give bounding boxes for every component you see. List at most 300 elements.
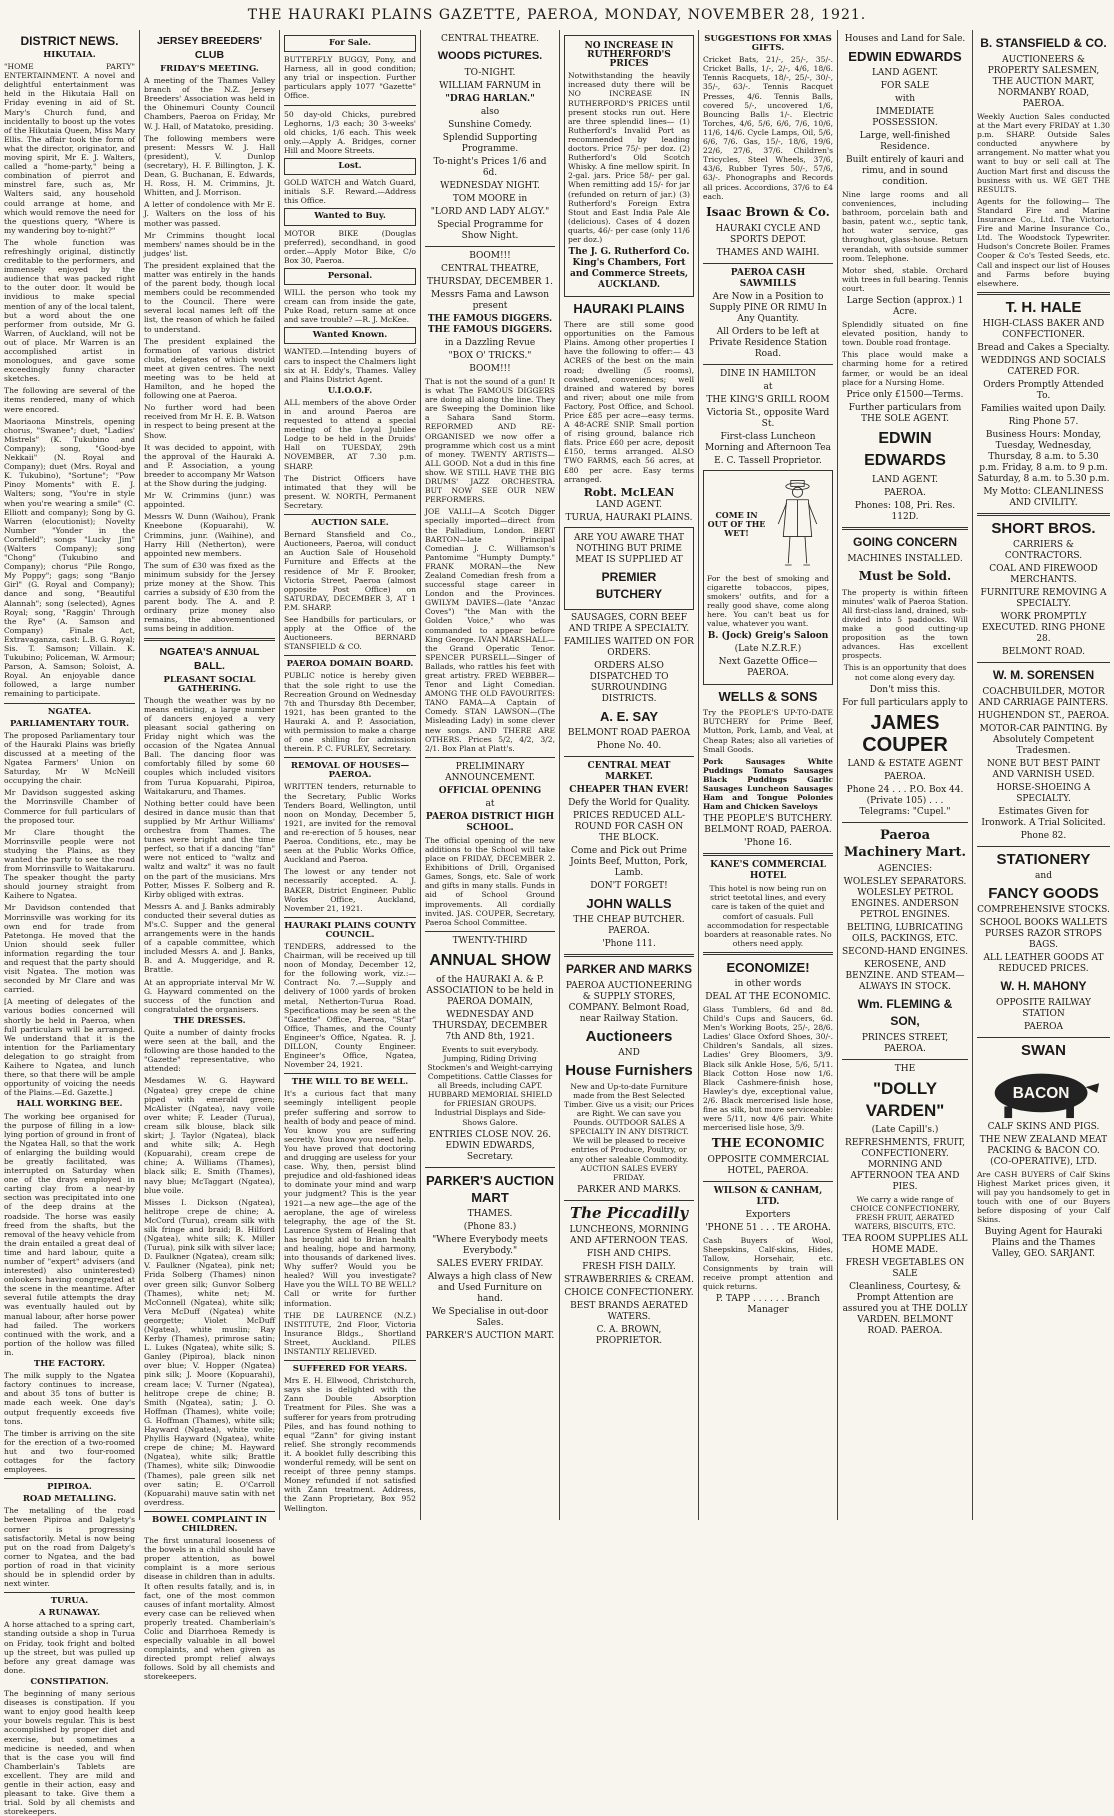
ad-line: WILLIAM FARNUM in xyxy=(439,81,541,91)
divider xyxy=(144,638,275,641)
divider xyxy=(284,757,416,758)
ad-line: AND xyxy=(618,1047,640,1058)
ad-line: E. C. Tassell Proprietor. xyxy=(714,455,822,466)
ad-heading: PREMIER BUTCHERY xyxy=(595,569,663,601)
divider xyxy=(144,1511,275,1512)
ad-line: also xyxy=(480,107,500,117)
article-text: The whole function was refreshingly original, distinctly creditable to the performers, and immensely enjoyed by the audience that was packed right to the outer door. It would be invidious to make special mention of any of the local talent, but a word about the one performer from outside, Mr G. Warren, of Auckland, will not be out of place. Mr Warren is an accomplished artist in monologues, and gave some exceedingly funny character sketches. xyxy=(4,237,135,384)
ad-line: Victoria St., opposite Ward St. xyxy=(706,407,830,429)
ad-line: Phone 24 . . . P.O. Box 44. (Private 105) . . . Telegrams: "Cupel." xyxy=(846,784,964,817)
ad-line: NONE BUT BEST PAINT AND VARNISH USED. xyxy=(987,758,1100,780)
ad-line: AGENCIES: xyxy=(877,863,933,874)
ad-line: DINE IN HAMILTON xyxy=(720,368,816,379)
ad-line: BEST BRANDS AERATED WATERS. xyxy=(570,1300,688,1322)
article-text: Quite a number of dainty frocks were seen at the ball, and the following are those handed to the "Gazette" representative, who attended: xyxy=(144,1028,275,1074)
subhead: BOWEL COMPLAINT IN CHILDREN. xyxy=(151,1514,268,1534)
divider xyxy=(842,527,968,530)
article-text: The sum of £30 was fixed as the minimum subsidy for the Jersey prize money at the Show. This carries a subsidy of £30 from the parent body. The A. and P. ordinary prize money also remains, the abovementioned sums being in addition. xyxy=(144,560,275,634)
ad-heading: FANCY GOODS xyxy=(988,884,1099,902)
divider xyxy=(703,263,833,264)
section-header: Personal. xyxy=(284,268,416,285)
ad-line: To-night's Prices 1/6 and 6d. xyxy=(433,157,547,178)
article-text: It was decided to appoint, with the approval of the Hauraki A. and P. Association, a young breeder to accompany Mr Watson at the Show during the judging. xyxy=(144,442,275,489)
ad-text: Cash Buyers of Wool, Sheepskins, Calf-skins, Hides, Tallow, Horsehair, etc. Consignments by train will receive prompt attention and quick returns. xyxy=(703,1236,833,1291)
ad-line: of the HAURAKI A. & P. ASSOCIATION to be held in PAEROA DOMAIN, xyxy=(426,974,554,1007)
ad-line: ARE YOU AWARE THAT NOTHING BUT PRIME MEAT IS SUPPLIED AT xyxy=(574,532,684,565)
subhead: PLEASANT SOCIAL GATHERING. xyxy=(163,674,256,694)
ad-line: BOOM!!! xyxy=(469,364,511,374)
ad-line: BELMONT ROAD. xyxy=(1002,646,1085,657)
ad-line: The J. G. Rutherford Co. King's Chambers, Fort and Commerce Streets, AUCKLAND. xyxy=(568,247,690,291)
article-text: Misses I. Dickson (Ngatea), helitrope crepe de chine; A. McCord (Turua), cream silk with silk fringe and braid; B. Hilford (Ngatea), white silk; K. Miller (Turua), pink silk with silver lace; D. Faulkner (Ngatea), cream silk; V. Faulkner (Ngatea), pink net; Frida Solberg (Thames) ninon over green silk; Gunvor Solberg (Thames), white net; M. McConnell (Ngatea), white silk; Vera McDuff (Ngatea) white georgette; Violet McDuff (Ngatea), white muslin; Ray Kerby (Thames), primrose satin; L. Lukes (Ngatea), white silk; S. Ganley (Pipiroa), black ninon over blue; V. Hopper (Ngatea) pink silk; J. Moore (Kopuarahi), cream lace; V. Turner (Ngatea), helitrope crepe de chine; B. Smith (Ngatea), satin; J. O. Hoffman (Thames), white voile; G. Hoffman (Thames), white silk; Hayward (Ngatea), white voile; Phyllis Hayward (Ngatea), white crepe de chine; M. Hayward (Ngatea), white silk; Brattle (Thames), white silk; Dinwoodie (Thames), pale green silk net over satin; E. O'Carroll (Kopuarahi) mauve satin with net overdress. xyxy=(144,1197,275,1507)
ad-heading: ANNUAL SHOW xyxy=(429,951,551,969)
ad-text: New and Up-to-date Furniture made from the Best Selected Timber. Give us a visit; our Prices are Right. We can save you Pounds. OUTDOOR SALES A SPECIALTY IN ANY DISTRICT. We will be pleased to receive entries of Produce, Poultry, or any other saleable Commodity. AUCTION SALES EVERY FRIDAY. xyxy=(564,1081,694,1182)
ad-line: PAEROA DISTRICT HIGH SCHOOL. xyxy=(425,811,555,833)
ad-line: Phone No. 40. xyxy=(596,740,662,751)
ad-line: Messrs Fama and Lawson present xyxy=(431,290,549,311)
ad-line: SCHOOL BOOKS WALLETS PURSES RAZOR STROPS BAGS. xyxy=(979,917,1108,950)
ad-line: HORSE-SHOEING A SPECIALTY. xyxy=(996,782,1091,804)
ad-line: "LORD AND LADY ALGY." xyxy=(430,207,550,217)
ad-line: DON'T FORGET! xyxy=(590,880,668,891)
ad-heading: PARKER'S AUCTION MART xyxy=(425,1172,555,1205)
ad-line: Robt. McLEAN xyxy=(583,485,675,499)
ad-line: Business Hours: Monday, Tuesday, Wednesday, Thursday, 8 a.m. to 5.30 p.m. Friday, 8 a.m. to 9 p.m. Saturday, 8 a.m. to 5.30 p.m. xyxy=(977,429,1110,484)
ad-text: JOE VALLI—A Scotch Digger specially imported—direct from the Palladium, London. BERT BARTON—late Principal Comedian J. C. Williamson's Pantomime "Humpty Dumpty." FRANK MORAN—the New Zealand Comedian fresh from a successful stage career in London and the Provinces. GWILYM DAVIES—(late "Anzac Coves") "the Man with the Golden Voice," who was commanded to appear before King George. IVAN MARSHALL—the Grand Operatic Tenor. SPENCER PURSELL—Singer of Ballads, who rattles his feet with great artistry. FRED WEBBER—Tenor and Light Comedian. AMONG THE OLD FAVOURITES: TANO FAMA—A Captain of Comedy. STAN LAWSON—(The Misleading Lady) in some clever new songs. AND THERE ARE OTHERS. Prices 5/2, 4/2, 3/2, 2/1. Box Plan at Platt's. xyxy=(425,507,555,753)
ad-line: THE KING'S GRILL ROOM xyxy=(706,394,830,405)
ad-text: We carry a wide range of CHOICE CONFECTIONERY, FRESH FRUIT, AERATED WATERS, BISCUITS, ETC. xyxy=(850,1194,960,1231)
ad-line: Next Gazette Office—PAEROA. xyxy=(718,657,818,679)
classified-ad: Mrs E. H. Ellwood, Christchurch, says she is delighted with the Zann Double Absorption Treatment for Piles. She was a sufferer for years from protruding Piles, and has found nothing to equal "Zann" for giving instant relief. She strongly recommends it. A booklet fully describing this wonderful remedy, will be sent on receipt of three penny stamps. Money refunded if not satisfied with Zann treatment. Address, the Zann Proprietary, Box 952 Wellington. xyxy=(284,1376,416,1513)
ad-heading: THE ECONOMIC xyxy=(711,1136,825,1151)
ad-text: There are still some good opportunities on the Famous Plains. Among other properties I have the following to offer:— 43 ACRES of the best on the main road; dwelling (5 rooms), cowshed, conveniences; well drained and watered by bores and river; about one mile from Factory, Post Office, and School. Price £85 per acre—easy terms. A 48-ACRE SNIP. Small portion of rising ground, balance rich flats. Price £60 per acre, deposit £150, terms arranged. ALSO TWO FARMS, each 56 acres, at £80 per acre. Easy terms arranged. xyxy=(564,320,694,484)
column-theatre xyxy=(420,30,559,1520)
ad-line: in other words xyxy=(734,978,802,989)
ad-line: My Motto: CLEANLINESS AND CIVILITY. xyxy=(983,486,1104,508)
headline: JERSEY BREEDERS' CLUB xyxy=(156,35,262,61)
ad-line: OFFICIAL OPENING xyxy=(438,785,542,796)
ad-heading: PARKER AND MARKS xyxy=(566,961,692,976)
ad-line: BELMONT ROAD PAEROA xyxy=(567,727,691,738)
ad-line: CARRIERS & CONTRACTORS. xyxy=(1004,539,1083,561)
ad-line: CHOICE CONFECTIONERY. xyxy=(564,1287,694,1298)
man-in-coat-illustration xyxy=(766,478,829,570)
divider xyxy=(284,917,416,918)
section-header: SUFFERED FOR YEARS. xyxy=(292,1364,408,1375)
ad-line: B. (Jock) Greig's Saloon xyxy=(707,631,829,642)
classified-ad: The lowest or any tender not necessarily accepted. A. J. BAKER, District Engineer. Public Works Office, Auckland, November 21, 1921. xyxy=(284,867,416,913)
ad-line: FOR SALE xyxy=(880,81,930,91)
ad-line: 'PHONE 51 . . . TE AROHA. xyxy=(705,1223,831,1234)
ad-heading: SWAN xyxy=(1021,1041,1066,1059)
ad-line: ORDERS ALSO DISPATCHED TO SURROUNDING DISTRICTS. xyxy=(589,660,669,704)
classified-ad: WANTED.—Intending buyers of cars to inspect the Chalmers light six at H. Eddy's, Thames. Valley and Plains District Agent. xyxy=(284,347,416,384)
article-text: The working bee organised for the purpose of filling in a low-lying portion of ground in front of the Ngatea Hall, so that the work of enlarging the building would be greatly facilitated, was interrupted on Saturday when one of the drays employed in carting clay from a near-by section was precipitated into one of the deep drains at the roadside. The horse was easily freed from the shafts, but the removal of the heavy vehicle from the drain entailed a great deal of time and hard labour, quite a number of "expert" advisers (and interested) also uninterested) onlookers having congregated at the scene in the meantime. After several futile attempts the dray was eventually hauled out by manual labour, after horse power had failed. The workers continued with the work, and a portion of the hollow was filled in. xyxy=(4,1111,136,1357)
divider xyxy=(977,1037,1110,1038)
ad-line: Buying Agent for Hauraki Plains and the Thames Valley, GEO. SARJANT. xyxy=(984,1227,1103,1260)
ad-line: 'Phone 16. xyxy=(743,838,793,849)
ad-line: 'Phone 111. xyxy=(602,938,656,949)
ad-line: AUCTIONEERS & PROPERTY SALESMEN, THE AUCTION MART, NORMANBY ROAD, PAEROA. xyxy=(987,55,1100,109)
ad-line: WEDNESDAY AND THURSDAY, DECEMBER 7th AND 8th, 1921. xyxy=(432,1009,548,1042)
ad-line: WILSON & CANHAM, LTD. xyxy=(713,1186,823,1208)
ad-line: COAL AND FIREWOOD MERCHANTS. xyxy=(989,563,1098,585)
ad-box xyxy=(564,527,694,610)
ad-line: FAMILIES WAITED ON FOR ORDERS. xyxy=(564,636,694,658)
ad-line: THAMES AND WAIHI. xyxy=(716,247,820,258)
ad-line: Built entirely of kauri and rimu, and in sound condition. xyxy=(846,155,964,187)
ad-heading: WOODS PICTURES. xyxy=(437,50,543,62)
divider xyxy=(703,364,833,365)
ad-line: Estimates Given for Ironwork. A Trial Solicited. xyxy=(981,806,1106,828)
ad-line: MOTOR-CAR PAINTING. By Absolutely Competent Tradesmen. xyxy=(979,723,1108,756)
ad-line: BELTING, LUBRICATING OILS, PACKINGS, ETC. xyxy=(847,922,963,944)
classified-ad: WILL the person who took my cream can from inside the gate, Puke Road, return same at once and save trouble? —R. J. McKee. xyxy=(284,287,416,325)
ad-heading: Auctioneers xyxy=(585,1027,673,1045)
ad-text: This place would make a charming home for a retired farmer, or would be an ideal place for a Nursing Home. xyxy=(842,350,968,387)
ad-line: THE xyxy=(894,1063,916,1074)
article-text: Mr Davidson contended that Morrinsville was working for its own end for trade from Patetonga. He moved that the Union should seek fuller information regarding the tour and request that the party should visit Ngatea. The motion was seconded by Mr Clare and was carried. xyxy=(4,903,135,995)
section-header: For Sale. xyxy=(284,35,416,52)
column-classifieds xyxy=(279,30,420,1520)
ad-line: WEDDINGS AND SOCIALS CATERED FOR. xyxy=(981,355,1106,377)
ad-text: The property is within fifteen minutes' walk of Paeroa Station. All first-class land, drained, sub-divided into 5 paddocks. Will make a good cutting-up proposition as the town advances. Has excellent prospects. xyxy=(842,587,968,661)
column-stansfield xyxy=(972,30,1114,1520)
ad-line: LUNCHEONS, MORNING AND AFTERNOON TEAS. xyxy=(569,1224,689,1246)
article-text: Mr Crimmins thought local members' names should be in the judges' list. xyxy=(144,230,275,258)
ad-line: Are Now in a Position to Supply PINE OR RIMU In Any Quantity. xyxy=(709,291,827,324)
article-text: Maoriaona Minstrels, opening chorus, "Swanee"; duet, "Ladies' Mistrels" (K. Tukubino and Company); song, "Good-bye Nekkaii" (N. Royal and Company); duet (Mrs. Royal and K. Tukubino), "Sortune"; "Pow Pinoy Moments" with E. J. Walters; song, "You're in style when you're wearing a smile" (C. Elliott and company); Song by G. Warren (elocutionist); Novelty Number "Yonder in the Cornfield"; songs "Lucky Jim" (Walters Company); song "Chong" (Tukubino and Company); chorus "Pile Rongo, My Poppy"; gags; song "Banjo Girl" (G. Royal and Company); dance and song, "Beautiful Alannah"; song (selected), Agnes Royal; song, "Raggin' Through the Rye" (A. Samson and Company) Finale Act, Extravaganza, cast: L.B. G. Royal; Sis. T. Samson; Villain. K. Tukubino; Policeman, W. Armour; Parson, A. Samson; Soloist, A. Royal. An enjoyable dance followed, a large number remaining to participate. xyxy=(4,416,135,699)
divider xyxy=(425,931,555,932)
ad-line: LAND AGENT. xyxy=(871,68,939,78)
ad-heading: The Piccadilly xyxy=(569,1203,689,1222)
article-text: The metalling of the road between Pipiroa and Dalgety's corner is progressing satisfactorily. Metal is now being put on the road from Dalgety's corner to Ngatea, and the bad portion of road in that vicinity should be in splendid order by next winter. xyxy=(4,1506,135,1589)
ad-line: KEROSENE, AND BENZINE. AND STEAM—ALWAYS IN STOCK. xyxy=(845,959,965,992)
article-text: The following members were present: Messrs W. J. Hall (president), V. Dunlop (secretary), H. F. Billington, J. K. Dean, G. Buchanan, E. Edwards, H. Ross, H. M. Crimmins, Jt. Whitten, and J. Morrison. xyxy=(144,133,275,198)
divider xyxy=(977,292,1110,295)
ad-line: SECOND-HAND ENGINES. xyxy=(842,946,968,957)
column-district-news xyxy=(0,30,139,1816)
ad-box xyxy=(564,35,694,297)
ad-text: Glass Tumblers, 6d and 8d. Child's Cups and Saucers, 6d. Men's Working Boots, 25/-, 28/6. Ladies' Glace Oxford Shoes, 30/-. Children's Sandals, all sizes. Ladies' Grey Bloomers, 3/9. Black silk Ankle Hose, 5/6, 5/11. Black Cotton Hose now 1/6. Black Cashmere-finish hose, Hawley's dye, exceptional value, 2/6. Black mercerised lisle hose, fine as silk, but more serviceable: were 5/11, now 4/6 pair. White mercerised lisle hose, 3/9. xyxy=(703,1004,833,1133)
classified-ad: GOLD WATCH and Watch Guard, initials S.F. Reward.—Address this Office. xyxy=(284,178,416,206)
classified-ad: PUBLIC notice is hereby given that the sole right to use the Recreation Ground on Wednesday 7th and Thursday 8th December, 1921, has been granted to the Hauraki A. and P. Association, with permission to make a charge of one shilling for admission therein. P. C. FURLEY, Secretary. xyxy=(284,671,416,754)
ad-line: REFRESHMENTS, FRUIT, CONFECTIONERY. MORNING AND AFTERNOON TEA AND PIES. xyxy=(845,1137,965,1192)
article-text: Though the weather was by no means enticing, a large number of dancers enjoyed a very pleasant social gathering on Friday night which was the occasion of the Ngatea Annual Ball. The dancing floor was comfortably filled by some 60 couples which included visitors from Turua Kopuarahi, Pipiroa, Waitakaruru, and Thames. xyxy=(144,695,275,796)
ad-line: FRESH VEGETABLES ON SALE xyxy=(845,1258,965,1279)
ad-line: Don't miss this. xyxy=(869,684,941,695)
ad-heading: House Furnishers xyxy=(565,1061,693,1079)
ad-text: Motor shed, stable. Orchard with trees in full bearing. Tennis court. xyxy=(842,265,968,293)
ad-heading: Paeroa Machinery Mart. xyxy=(844,827,966,860)
ad-line: First-class Luncheon Morning and Afternoon Tea xyxy=(704,431,832,453)
ad-heading: JAMES COUPER xyxy=(862,711,948,756)
ad-line: Houses and Land for Sale. xyxy=(844,34,966,44)
ad-heading: Wm. FLEMING & SON, xyxy=(857,996,953,1028)
section-header: AUCTION SALE. xyxy=(311,518,389,529)
ad-text: Are CASH BUYERS of Calf Skins Highest Market prices given, it will pay you handsomely to get in touch with one of our Buyers before disposing of your Calf Skins. xyxy=(977,1169,1110,1225)
ad-line: Orders Promptly Attended To. xyxy=(983,379,1104,401)
ad-line: TURUA, HAURAKI PLAINS. xyxy=(565,512,693,523)
ad-line: OPPOSITE RAILWAY STATION xyxy=(996,997,1091,1019)
article-text: A meeting of the Thames Valley branch of the N.Z. Jersey Breeders' Association was held in the Ohinemuri County Council Chambers, Paeroa on Friday, Mr W. J. Hall, of Matatoko, presiding. xyxy=(144,76,275,131)
headline: NGATEA'S ANNUAL BALL. xyxy=(159,645,260,672)
pig-logo-icon xyxy=(980,1062,1108,1120)
ad-line: C. A. BROWN, PROPRIETOR. xyxy=(595,1324,663,1346)
section-header: Wanted to Buy. xyxy=(284,208,416,225)
ad-heading: JOHN WALLS xyxy=(586,895,672,911)
section-header: Wanted Known. xyxy=(284,327,416,344)
ad-line: SALES EVERY FRIDAY. xyxy=(436,1258,544,1269)
column-jersey-breeders xyxy=(139,30,279,1682)
ad-line: Bread and Cakes a Specialty. xyxy=(977,342,1110,353)
ad-heading: EDWIN EDWARDS xyxy=(848,49,962,64)
article-text: The milk supply to the Ngatea factory continues to increase, and about 35 tons of butter is made each week. One day's output frequently exceeds five tons. xyxy=(4,1371,135,1426)
article-text: Mr W. Crimmins (junr.) was appointed. xyxy=(144,491,275,510)
ad-line: Price only £1500—Terms. xyxy=(846,389,964,400)
section-header: Lost. xyxy=(284,158,416,175)
ad-line: DEAL AT THE ECONOMIC. xyxy=(705,991,831,1002)
ad-line: For full particulars apply to xyxy=(842,697,968,708)
ad-line: TO-NIGHT. xyxy=(464,68,516,78)
subhead: PIPIROA. xyxy=(47,1482,92,1493)
ad-text: Try the PEOPLE'S UP-TO-DATE BUTCHERY for Prime Beef, Mutton, Pork, Lamb, and Veal, at Cheap Rates; also all varieties of Small Goods. xyxy=(703,708,833,754)
ad-heading: STATIONERY xyxy=(996,850,1091,868)
subhead: CONSTIPATION. xyxy=(30,1676,109,1687)
ad-heading: W. M. SORENSEN xyxy=(992,667,1095,682)
ad-line: (Late Capill's.) xyxy=(871,1124,939,1135)
ad-line: KANE'S COMMERCIAL HOTEL xyxy=(710,860,826,882)
ad-heading: T. H. HALE xyxy=(1005,298,1082,316)
ad-heading: B. STANSFIELD & CO. xyxy=(980,36,1107,50)
divider xyxy=(4,1592,135,1593)
ad-line: "DRAG HARLAN." xyxy=(445,94,535,104)
article-text: The president explained that the matter was entirely in the hands of the parent body, though local members could be recommended to the Council. There were several local names left off the list, the reason of which he failed to understand. xyxy=(144,260,275,334)
article-text: Messrs W. Dunn (Waihou), Frank Kneebone (Kopuarahi), W. Crimmins, junr. (Waihine), and Harry Hill (Netherton), were appointed new members. xyxy=(144,512,275,558)
ad-line: PAEROA. xyxy=(884,487,926,498)
ad-line: All Orders to be left at Private Residence Station Road. xyxy=(708,326,828,359)
ad-line: with xyxy=(895,94,915,104)
ad-line: Cleanliness, Courtesy, & Prompt Attention are assured you at THE DOLLY VARDEN. BELMONT ROAD. PAEROA. xyxy=(842,1282,968,1336)
ad-text: Weekly Auction Sales conducted at the Mart every FRIDAY at 1.30 p.m. SHARP. Outside Sales conducted anywhere by arrangement. No matter what you want to buy or sell call at The Auction Mart first and discuss the business with us. WE GET THE RESULTS. xyxy=(977,112,1110,194)
ad-line: PARKER'S AUCTION MART. xyxy=(425,1330,555,1341)
divider xyxy=(977,513,1110,516)
ad-line: Families waited upon Daily. xyxy=(980,403,1107,414)
divider xyxy=(284,1360,416,1361)
ad-line: SAUSAGES, CORN BEEF AND TRIPE A SPECIALTY. xyxy=(568,612,690,634)
column-rutherford xyxy=(559,30,698,1520)
ad-line: THE CHEAP BUTCHER. PAEROA. xyxy=(573,914,685,936)
ad-line: TEA ROOM SUPPLIES ALL HOME MADE. xyxy=(842,1234,968,1255)
ad-line: CENTRAL THEATRE, xyxy=(440,264,540,274)
article-text: Mr Davidson suggested asking the Morrinsville Chamber of Commerce for full particulars of the proposed tour. xyxy=(4,788,135,825)
ad-line: MACHINES INSTALLED. xyxy=(847,553,963,564)
subhead: THE DRESSES. xyxy=(173,1015,246,1026)
article-text: Mr Clare thought the Morrinsville people were not studying the Plains, as they wanted the party to see the road from Morrinsville to Waitakaruru. The speaker thought the party should journey straight from Kaihere to Ngatea. xyxy=(4,827,135,901)
ad-line: THE PEOPLE'S BUTCHERY. BELMONT ROAD, PAEROA. xyxy=(703,814,833,836)
ad-line: HUGHENDON ST., PAEROA. xyxy=(977,710,1110,721)
ad-line: FRESH FISH DAILY. xyxy=(582,1261,676,1272)
ad-text: Nine large rooms and all conveniences, including bathroom, porcelain bath and basin, patent w.c., septic tank, hot water service, gas throughout, glass-house. Return verandah, with outside summer room. Telephone. xyxy=(842,190,968,263)
ad-heading: W. H. MAHONY xyxy=(1000,978,1087,993)
ad-line: Special Programme for Show Night. xyxy=(437,220,543,241)
ad-heading: Isaac Brown & Co. xyxy=(706,204,830,219)
ad-line: Further particulars from THE SOLE AGENT. xyxy=(848,402,962,424)
ad-line: Ring Phone 57. xyxy=(1008,416,1079,427)
divider xyxy=(425,246,555,247)
classified-ad: Bernard Stansfield and Co., Auctioneers, Paeroa, will conduct an Auction Sale of Household Furniture and Effects at the residence of Mr F. Brooker, Victoria Street, Paeroa (almost opposite Post Office) on SATURDAY, DECEMBER 3, AT 1 P.M. SHARP. xyxy=(284,530,416,612)
ad-line: CENTRAL THEATRE. xyxy=(440,34,540,44)
ad-line: FISH AND CHIPS. xyxy=(586,1248,672,1259)
ad-line: PRINCES STREET, PAEROA. xyxy=(861,1032,949,1054)
headline: DISTRICT NEWS. xyxy=(20,34,119,48)
section-header: REMOVAL OF HOUSES—PAEROA. xyxy=(290,761,410,781)
divider xyxy=(564,756,694,757)
ad-line: WOLESLEY SEPARATORS. WOLESLEY PETROL ENGINES. ANDERSON PETROL ENGINES. xyxy=(843,876,967,920)
article-text: The proposed Parliamentary tour of the Hauraki Plains was briefly discussed at a meeting of the Ngatea Farmers' Union on Saturday, Mr W McNeill occupying the chair. xyxy=(4,730,135,786)
ad-heading: HAURAKI PLAINS xyxy=(573,301,685,317)
ad-heading: "DOLLY VARDEN" xyxy=(865,1078,945,1120)
divider xyxy=(284,655,416,656)
ad-line: We Specialise in out-door Sales. xyxy=(431,1306,549,1328)
divider xyxy=(4,703,135,704)
divider xyxy=(284,514,416,515)
subhead: HALL WORKING BEE. xyxy=(16,1099,123,1110)
divider xyxy=(564,1200,694,1201)
article-text: [A meeting of delegates of the various bodies concerned will shortly be held in Paeroa, when full particulars will be arranged. We understand that it is the intention for the Parliamentary delegation to go straight from Kaihere to Ngatea, and lunch there, so that there will be ample opportunity of voicing the needs of the Plains.—Ed. Gazette.] xyxy=(4,997,135,1098)
ad-line: THAMES. xyxy=(467,1208,513,1219)
subhead: TURUA. xyxy=(50,1596,89,1607)
divider xyxy=(284,105,416,106)
classified-ad: WRITTEN tenders, returnable to the Secretary, Public Works Tenders Board, Wellington, until noon on Monday, December 5, 1921, are invited for the removal and re-erection of 5 houses, near Paeroa. Conditions, etc., may be seen at the Public Works Office, Auckland and Paeroa. xyxy=(284,782,416,865)
divider xyxy=(703,853,833,856)
newspaper-page xyxy=(0,30,1114,1816)
ad-line: Always a high class of New and Used Furniture on hand. xyxy=(427,1271,553,1304)
ad-text: Pork Sausages White Puddings Tomato Sausages Black Puddings Garlic Sausages Luncheon Sausages Ham and Tongue Polonies Ham and Chicken Saveloys xyxy=(703,756,833,812)
ad-line: CENTRAL MEAT MARKET. xyxy=(587,760,671,782)
column-xmas-gifts xyxy=(698,30,837,1520)
ad-heading: EDWIN EDWARDS xyxy=(864,429,946,469)
subhead: NGATEA. xyxy=(47,706,92,717)
ad-line: ALL LEATHER GOODS AT REDUCED PRICES. xyxy=(983,952,1104,974)
classified-ad: It's a curious fact that many seemingly intelligent people prefer suffering and sorrow to health of body and peace of mind. You know you are suffering secretly. You know you need help. You have proved that doctoring and drugging are useless for your case. Why, then, persist blind prejudice and old-fashioned ideas to dominate your mind and warp your judgment? This is the year 1921—a new age—the age of the aeroplane, the age of wireless telegraphy, the age of the St. Laurence System of Healing that has brought aid to Brian health and healing, hope and harmony, into thousands of darkened lives. Why suffer? Would you be healed? Will you investigate? Have you the WILL TO BE WELL? Call or write for further information. xyxy=(284,1089,416,1308)
classified-ad: 50 day-old Chicks, purebred Leghorns, 1/3 each; 30 3-weeks' old chicks, 1/6 each. This week only.—Apply A. Bridges, corner Hill and Moore Streets. xyxy=(284,109,416,155)
divider xyxy=(977,846,1110,847)
ad-line: COMPREHENSIVE STOCKS. xyxy=(977,904,1110,915)
ad-line: Large Section (approx.) 1 Acre. xyxy=(846,296,964,318)
ad-line: Sunshine Comedy. xyxy=(448,120,532,130)
ad-line: COACHBUILDER, MOTOR AND CARRIAGE PAINTERS. xyxy=(978,686,1109,708)
ad-text: This hotel is now being run on strict teetotal lines, and every care is taken of the quiet and comfort of casuals. Full accommodation for respectable boarders at reasonable rates. No others need apply. xyxy=(704,884,832,948)
classified-ad: THE DE LAURENCE (N.Z.) INSTITUTE, 2nd Floor, Victoria Insurance Bldgs., Shortland Street, Auckland. PILES INSTANTLY RELIEVED. xyxy=(284,1310,416,1356)
ad-line: (Phone 83.) xyxy=(463,1221,517,1232)
ad-box xyxy=(703,470,833,686)
ad-text: The official opening of the new additions to the School will take place on FRIDAY, DECEMBER 2. Exhibitions of Drill, Organised Games, Songs, etc. Sale of work and gifts in many stalls. Funds in aid of School Ground improvements. All cordially invited. JAS. COUPER, Secretary, Paeroa School Committee. xyxy=(425,835,555,927)
section-header: HAURAKI PLAINS COUNTY COUNCIL. xyxy=(284,920,416,940)
ad-line: CHEAPER THAN EVER! xyxy=(569,784,689,795)
ad-text: For the best of smoking and cigarette tobaccos, pipes, smokers' outfits, and for a really good shave, come along here. You can't beat us for value, whatever you want. xyxy=(707,573,829,629)
ad-line: and xyxy=(1035,870,1052,881)
divider xyxy=(284,1073,416,1074)
ad-line: Defy the World for Quality. xyxy=(568,797,690,808)
ad-line: PAEROA AUCTIONEERING & SUPPLY STORES, COMPANY. Belmont Road, near Railway Station. xyxy=(565,980,693,1024)
subhead: HIKUTAIA. xyxy=(43,50,96,60)
ad-line: HAURAKI CYCLE AND SPORTS DEPOT. xyxy=(715,223,821,245)
ad-line: P. TAPP . . . . . . Branch Manager xyxy=(715,1293,821,1315)
classified-ad: BUTTERFLY BUGGY, Pony, and Harness, all in good condition; any trial or inspection. Further particulars apply 1077 "Gazette" Office. xyxy=(284,55,416,101)
ad-line: LAND AGENT. xyxy=(871,474,939,485)
divider xyxy=(842,1059,968,1060)
article-text: A letter of condolence with Mr E. J. Walters on the loss of his mother was passed. xyxy=(144,200,275,228)
ad-heading: SHORT BROS. xyxy=(991,519,1096,537)
pig-logo-text: BACON xyxy=(1012,1084,1069,1102)
ad-line: HIGH-CLASS BAKER AND CONFECTIONER. xyxy=(982,318,1105,340)
ad-line: PRICES REDUCED ALL-ROUND FOR CASH ON THE BLOCK. xyxy=(572,810,686,843)
ad-line: THE FAMOUS DIGGERS. THE FAMOUS DIGGERS. xyxy=(427,314,553,335)
masthead: THE HAURAKI PLAINS GAZETTE, PAEROA, MONDAY, NOVEMBER 28, 1921. xyxy=(247,7,867,23)
subhead: FRIDAY'S MEETING. xyxy=(160,64,259,74)
ad-line: TOM MOORE in xyxy=(452,194,528,204)
ad-line: Large, well-finished Residence. xyxy=(859,131,951,152)
ad-heading: COME IN OUT OF THE WET! xyxy=(707,509,766,538)
article-text: The president explained the formation of various district clubs, delegates of which would meet at given centres. The next meeting was to be held at Hamilton, and he hoped the following one at Paeroa. xyxy=(144,336,275,401)
article-text: Messrs A. and J. Banks admirably conducted their several duties as M's.C. Supper and the general arrangements were in the hands of a capable committee, which included Messrs A. and J. Banks, B. and A. Muggeridge, and R. Brattle. xyxy=(144,901,275,975)
ad-line: IMMEDIATE POSSESSION. xyxy=(872,107,938,128)
ad-line: Exporters xyxy=(745,1210,791,1221)
ad-line: at xyxy=(485,798,495,809)
divider xyxy=(425,757,555,758)
ad-line: LAND & ESTATE AGENT xyxy=(847,758,963,769)
ad-line: THURSDAY, DECEMBER 1. xyxy=(426,277,554,287)
article-text: "HOME PARTY" ENTERTAINMENT. A novel and delightful entertainment was held in the Hikutaia Hall on Friday evening in aid of St. Mary's Church fund, and incidentally to boost up the votes of the Hikutaia Queen, Miss Mary Ellis. The affair took the form of what the director, originator, and moving spirit, Mr E. J. Walters, called a "home-party," being a combination of pierrot and minstrel fare, such as, Mr Walters said, any household could arrange at home, and which would remove the need for the questions query, "Where is my wandering boy to-night?" xyxy=(4,62,135,235)
ad-line: CALF SKINS AND PIGS. xyxy=(987,1121,1100,1132)
ad-heading: SUGGESTIONS FOR XMAS GIFTS. xyxy=(704,34,832,54)
ad-line: (Late N.Z.R.F.) xyxy=(734,644,802,655)
subhead: THE FACTORY. xyxy=(33,1359,106,1370)
classified-ad: ALL members of the above Order in and around Paeroa are requested to attend a special meeting of the Loyal Jubilee Lodge to be held in the Druids' Hall on TUESDAY, 29th NOVEMBER, AT 7.30 p.m. SHARP. xyxy=(284,397,416,471)
ad-line: WORK PROMPTLY EXECUTED. RING PHONE 28. xyxy=(981,611,1106,644)
article-text: At an appropriate interval Mr W. G. Hayward commented on the success of the function and congratulated the organisers. xyxy=(144,977,275,1014)
ad-text: Agents for the following— The Standard Fire and Marine Insurance Co., Ltd. The Victoria Fire and Marine Insurance Co., Ltd. The Woodstock Typewriter. Hudson's Concrete Boiler. Frames Cooper & Co's Tested Seeds, etc. Call and inspect our list of Houses and Farms before buying elsewhere. xyxy=(977,196,1110,288)
ad-text: This is an opportunity that does not come along every day. xyxy=(843,663,967,682)
ad-line: Phone 82. xyxy=(1020,830,1067,841)
article-text: The beginning of many serious diseases is constipation. If you want to enjoy good health keep your bowels regular. This is best accomplished by proper diet and exercise, but sometimes a medicine is needed, and when that is the case you will find Chamberlain's Tablets are excellent. They are mild and gentle in their action, easy and pleasant to take. Give them a trial. Sold by all chemists and storekeepers. xyxy=(4,1689,135,1816)
article-text: A horse attached to a spring cart, standing outside a shop in Turua on Friday, took fright and bolted up the street, but was pulled up before any great damage was done. xyxy=(4,1620,135,1675)
section-header: THE WILL TO BE WELL. xyxy=(291,1077,409,1088)
ad-line: Phones: 108, Pri. Res. 112D. xyxy=(854,500,956,522)
article-text: The timber is arriving on the site for the erection of a two-roomed hut and two four-roomed cottages for the factory employees. xyxy=(4,1428,135,1475)
article-text: Mesdames W. G. Hayward (Ngatea) grey crepe de chine piped with emerald green; McAlister (Ngatea), navy voile over white; F. Leader (Turua), cream silk blouse, black silk skirt; J. Taylor (Ngatea), black and white silk; A. Hegh (Kopuarahi), cream crepe de chine; A. Williams (Thames), black silk; E. Smith (Thames), navy blue; McTaggart (Ngatea), blue voile. xyxy=(144,1076,275,1195)
divider xyxy=(703,1181,833,1182)
ad-line: "BOX O' TRICKS." xyxy=(448,351,532,361)
ad-line: ENTRIES CLOSE NOV. 26. EDWIN EDWARDS, Secretary. xyxy=(428,1129,552,1162)
ad-text: Events to suit everybody. Jumping, Riding Driving Stockmen's and Weight-carrying Competitions. Cattle Classes for all Breeds, including CAPT. HUBBARD MEMORIAL SHIELD for FRIESIAN GROUPS. Industrial Displays and Side-Shows Galore. xyxy=(427,1044,553,1127)
subhead: PARLIAMENTARY TOUR. xyxy=(9,718,130,729)
classified-ad: MOTOR BIKE (Douglas preferred), secondhand, in good order.—Apply Motor Bike, C/o Box 30, Paeroa. xyxy=(284,228,416,265)
ad-line: OPPOSITE COMMERCIAL HOTEL, PAEROA. xyxy=(707,1155,829,1177)
ad-line: PRELIMINARY ANNOUNCEMENT. xyxy=(445,761,535,783)
ad-heading: Must be Sold. xyxy=(858,568,952,583)
ad-line: at xyxy=(763,381,773,392)
divider xyxy=(564,954,694,957)
ad-line: Splendid Supporting Programme. xyxy=(442,133,538,154)
ad-line: LAND AGENT. xyxy=(595,499,663,510)
ad-heading: ECONOMIZE! xyxy=(726,959,810,975)
subhead: A RUNAWAY. xyxy=(38,1608,101,1619)
ad-line: PAEROA CASH SAWMILLS xyxy=(730,267,806,289)
ad-line: BOOM!!! xyxy=(469,251,511,261)
ad-line: Come and Pick out Prime Joints Beef, Mutton, Pork, Lamb. xyxy=(570,845,688,878)
